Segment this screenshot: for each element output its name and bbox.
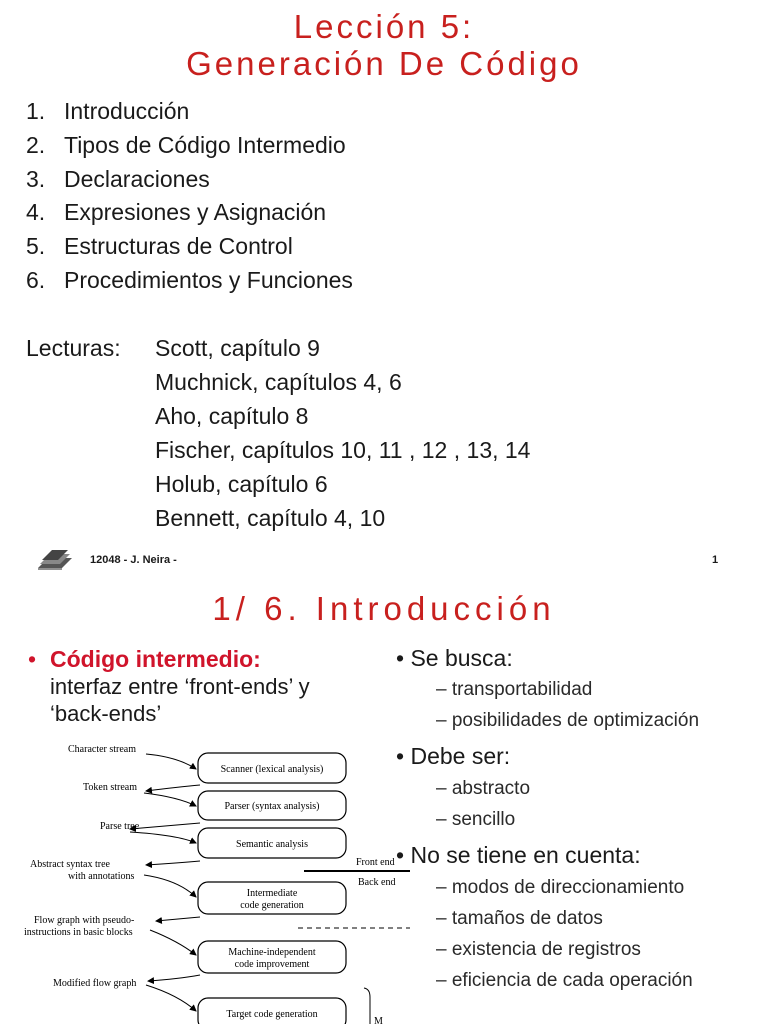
toc-label: Tipos de Código Intermedio [64, 132, 346, 158]
toc-number: 4. [26, 199, 46, 225]
flow-arrow [150, 930, 196, 955]
box-label: code generation [240, 900, 304, 911]
diagram-input-label: Token stream [83, 782, 138, 793]
bullet-debe-ser [396, 743, 756, 770]
sub-item-text: abstracto [451, 778, 531, 799]
front-end-label: Front end [356, 857, 395, 868]
sub-item: – abstracto [436, 778, 531, 799]
toc-number: 1. [26, 98, 46, 124]
toc-number: 3. [26, 166, 46, 192]
bullet-dot: • [396, 842, 411, 868]
page-number: 1 [712, 554, 719, 566]
back-end-label: Back end [358, 877, 396, 888]
box-label: Intermediate [246, 888, 298, 899]
bullet-text-line2: ‘back-ends’ [50, 701, 162, 726]
toc-label: Estructuras de Control [64, 233, 293, 259]
flow-arrow [144, 793, 196, 806]
diagram-input-label: with annotations [68, 871, 135, 882]
flow-arrow [146, 785, 200, 791]
slide2-title: 1/ 6. Introducción [212, 590, 556, 627]
books-icon [36, 548, 76, 572]
box-label: Semantic analysis [236, 839, 308, 850]
box-label: Target code generation [226, 1009, 318, 1020]
sub-item-text: sencillo [451, 809, 516, 830]
bullet-no-se-tiene [396, 842, 756, 869]
toc-item [26, 166, 210, 193]
flow-arrow [130, 823, 200, 829]
box-label: Scanner (lexical analysis) [220, 764, 324, 775]
sub-item-text: existencia de registros [451, 939, 641, 960]
flow-arrow [146, 985, 196, 1011]
diagram-input-label: instructions in basic blocks [24, 927, 133, 938]
bracket [364, 988, 370, 1024]
slide1-title-line2: Generación De Código [186, 45, 582, 82]
reading-item: Holub, capítulo 6 [155, 471, 328, 497]
reading-item: Muchnick, capítulos 4, 6 [155, 369, 402, 395]
toc-number: 6. [26, 267, 46, 293]
sub-item: – posibilidades de optimización [436, 710, 700, 731]
box-label: code improvement [234, 959, 310, 970]
flow-arrow [144, 875, 196, 897]
toc-item [26, 132, 346, 159]
sub-item: – transportabilidad [436, 679, 593, 700]
bullet-label: Debe ser: [410, 743, 511, 769]
bullet-label: No se tiene en cuenta: [410, 842, 641, 868]
sub-item-text: posibilidades de optimización [451, 710, 700, 731]
sub-item: – existencia de registros [436, 939, 641, 960]
diagram-input-label: Modified flow graph [53, 978, 137, 989]
flow-arrow [146, 754, 196, 769]
sub-item-text: tamaños de datos [451, 908, 603, 929]
bullet-dot: • [28, 646, 37, 672]
toc-number: 5. [26, 233, 46, 259]
sub-item: – sencillo [436, 809, 516, 830]
toc-item [26, 233, 293, 260]
flow-arrow [148, 975, 200, 981]
reading-item: Aho, capítulo 8 [155, 403, 309, 429]
diagram-input-label: Flow graph with pseudo- [34, 915, 135, 926]
readings-label: Lecturas: [26, 335, 121, 361]
flow-arrow [130, 832, 196, 843]
box-label: Machine-independent [228, 947, 316, 958]
flow-arrow [156, 917, 200, 921]
footer-text: 12048 - J. Neira - [90, 554, 177, 566]
bullet-dot: • [396, 645, 411, 671]
toc-label: Introducción [64, 98, 190, 124]
bullet-heading: Código intermedio: [50, 646, 261, 672]
sub-item-text: eficiencia de cada operación [451, 970, 693, 991]
compiler-phases-diagram [18, 735, 418, 1024]
sub-item: – eficiencia de cada operación [436, 970, 693, 991]
diagram-input-label: Character stream [68, 744, 137, 755]
toc-item [26, 267, 353, 294]
sub-item: – modos de direccionamiento [436, 877, 685, 898]
cut-label: M [374, 1016, 383, 1024]
box-label: Parser (syntax analysis) [224, 801, 320, 812]
slide1-title-line1: Lección 5: [293, 8, 475, 45]
diagram-input-label: Parse tree [100, 821, 140, 832]
toc-item [26, 199, 326, 226]
toc-number: 2. [26, 132, 46, 158]
toc-label: Expresiones y Asignación [64, 199, 327, 225]
bullet-se-busca [396, 645, 756, 672]
flow-arrow [146, 861, 200, 865]
bullet-text-line1: interfaz entre ‘front-ends’ y [50, 674, 310, 699]
sub-item-text: transportabilidad [451, 679, 593, 700]
toc-label: Declaraciones [64, 166, 210, 192]
diagram-input-label: Abstract syntax tree [30, 859, 110, 870]
sub-item-text: modos de direccionamiento [451, 877, 685, 898]
sub-item: – tamaños de datos [436, 908, 603, 929]
reading-item: Fischer, capítulos 10, 11 , 12 , 13, 14 [155, 437, 531, 463]
toc-item [26, 98, 189, 125]
bullet-dot: • [396, 743, 411, 769]
bullet-label: Se busca: [410, 645, 513, 671]
reading-item: Scott, capítulo 9 [155, 335, 320, 361]
reading-item: Bennett, capítulo 4, 10 [155, 505, 386, 531]
toc-label: Procedimientos y Funciones [64, 267, 353, 293]
